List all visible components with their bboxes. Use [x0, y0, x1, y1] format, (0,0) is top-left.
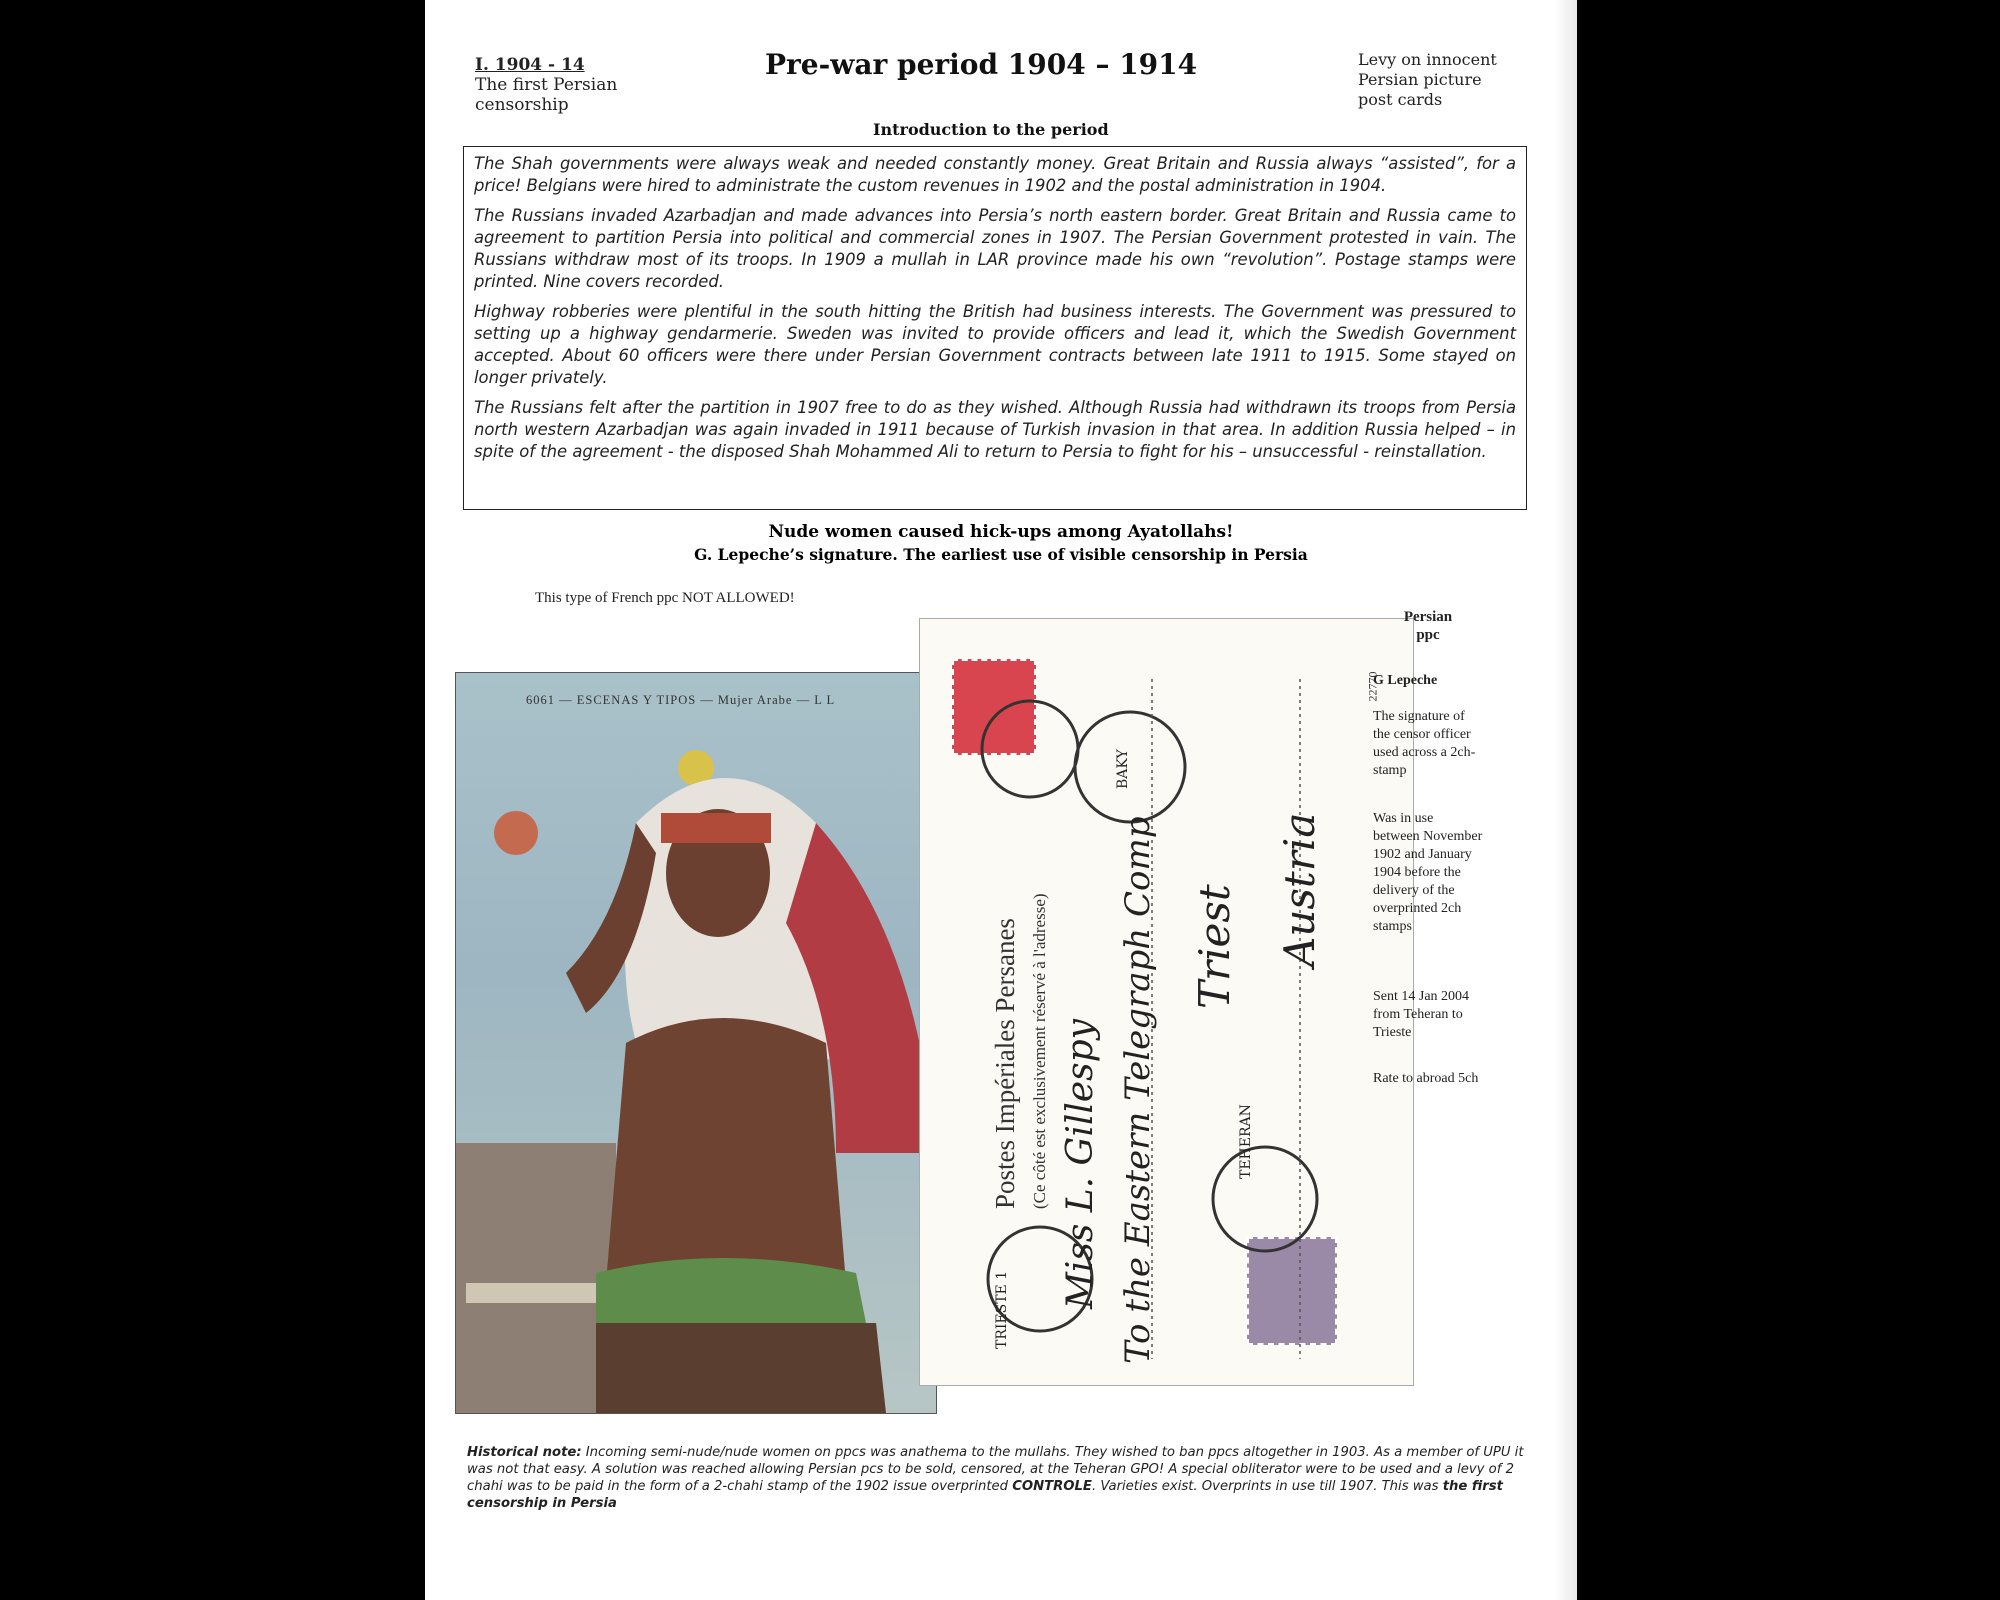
- torso: [606, 1018, 846, 1283]
- balustrade: [456, 1143, 616, 1413]
- postmark-teheran: TEHERAN: [1238, 1104, 1254, 1179]
- address-line-4: Austria: [1275, 812, 1324, 967]
- postmark-trieste: TRIESTE 1: [994, 1270, 1010, 1349]
- historical-note-text-2: . Varieties exist. Overprints in use till 1907. This was: [1091, 1479, 1443, 1494]
- postmark-circle: [1213, 1147, 1317, 1251]
- header-right-line-1: Levy on innocent: [1358, 50, 1497, 69]
- postcard-note: (Ce côté est exclusivement réservé à l'adresse): [1030, 893, 1049, 1209]
- postmark-baky: BAKY: [1115, 749, 1131, 789]
- postcard-address-side: [919, 618, 1414, 1386]
- intro-paragraph: The Russians invaded Azarbadjan and made advances into Persia’s north eastern border. Great Britain and Russia came to agreement to partition Persia into political and commercial zones in 1907. The Persian Government protested in vain. The Russians withdraw most of its troops. In 1909 a mullah in LAR province made his own “revolution”. Postage stamps were printed. Nine covers recorded.: [474, 206, 1516, 291]
- subheading-2: G. Lepeche’s signature. The earliest use of visible censorship in Persia: [694, 545, 1308, 564]
- side-heading-2: ppc: [1416, 627, 1440, 643]
- historical-note-bold-word: CONTROLE: [1012, 1479, 1092, 1494]
- censor-name: G Lepeche: [1373, 673, 1438, 688]
- postcard-illustration: [456, 673, 936, 1413]
- picture-postcard: [455, 672, 937, 1414]
- historical-note-text-1: Incoming semi-nude/nude women on ppcs was anathema to the mullahs. They wished to ban ppcs altogether in 1903. As a member of UPU it was not that easy. A solution was reached allowing Persian pcs to be sold, censored, at the Teheran GPO! A special obliterator were to be used and a levy of 2 chahi was to be paid in the form of a 2-chahi stamp of the 1902 issue overprinted: [467, 1445, 1524, 1494]
- card-number: 22770: [1365, 671, 1380, 702]
- header-right-line-3: post cards: [1358, 90, 1443, 109]
- section-sub-1: The first Persian: [475, 75, 618, 95]
- header-right-line-2: Persian picture: [1358, 70, 1482, 89]
- intro-paragraph: The Shah governments were always weak and needed constantly money. Great Britain and Russia always “assisted”, for a price! Belgians were hired to administrate the custom revenues in 1902 and the postal administration in 1904.: [474, 154, 1516, 195]
- intro-paragraph: Highway robberies were plentiful in the south hitting the British had business interests. The Government was pressured to setting up a highway gendarmerie. Sweden was invited to provide officers and lead it, which the Swedish Government accepted. About 60 officers were there under Persian Government contracts between late 1911 to 1915. Some stayed on longer privately.: [474, 302, 1516, 387]
- historical-note-bold-end: the first censorship in Persia: [467, 1479, 1503, 1511]
- side-note-3: Sent 14 Jan 2004 from Teheran to Trieste: [1373, 989, 1470, 1040]
- side-note-2: Was in use between November 1902 and January 1904 before the delivery of the overprinted 2ch stamps: [1373, 811, 1483, 934]
- subheading-1: Nude women caused hick-ups among Ayatollahs!: [768, 522, 1234, 542]
- header-right-note: [1358, 50, 1497, 110]
- section-number: I. 1904 - 14: [475, 55, 585, 75]
- postcard-caption: 6061 — ESCENAS Y TIPOS — Mujer Arabe — L L: [526, 693, 836, 707]
- postcard-heading: Postes Impériales Persanes: [990, 918, 1020, 1209]
- side-note-1: The signature of the censor officer used across a 2ch-stamp: [1373, 709, 1476, 778]
- page-edge-shadow: [1555, 0, 1577, 1600]
- address-line-1: Miss L. Gillespy: [1060, 1018, 1101, 1309]
- historical-note-label: Historical note:: [467, 1445, 582, 1460]
- address-line-3: Triest: [1190, 884, 1239, 1009]
- page-title: Pre-war period 1904 – 1914: [765, 48, 1198, 81]
- address-line-2: To the Eastern Telegraph Comp: [1118, 816, 1158, 1364]
- postmark-circle: [982, 701, 1078, 797]
- intro-paragraph: The Russians felt after the partition in 1907 free to do as they wished. Although Russia had withdrawn its troops from Persia north western Azarbadjan was again invaded in 1911 because of Turkish invasion in that area. In addition Russia helped – in spite of the agreement - the disposed Shah Mohammed Ali to return to Persia to fight for his – unsuccessful - reinstallation.: [474, 398, 1516, 461]
- historical-note: [467, 1444, 1537, 1512]
- album-page: [425, 0, 1577, 1600]
- section-sub-2: censorship: [475, 95, 569, 115]
- section-label: [475, 55, 617, 115]
- side-heading-1: Persian: [1403, 609, 1453, 625]
- intro-heading: Introduction to the period: [873, 120, 1109, 139]
- intro-text-box: [463, 146, 1527, 510]
- side-heading: [1373, 608, 1483, 644]
- not-allowed-note: This type of French ppc NOT ALLOWED!: [535, 590, 795, 606]
- side-note-4: Rate to abroad 5ch: [1373, 1071, 1479, 1086]
- green-sash: [596, 1258, 866, 1333]
